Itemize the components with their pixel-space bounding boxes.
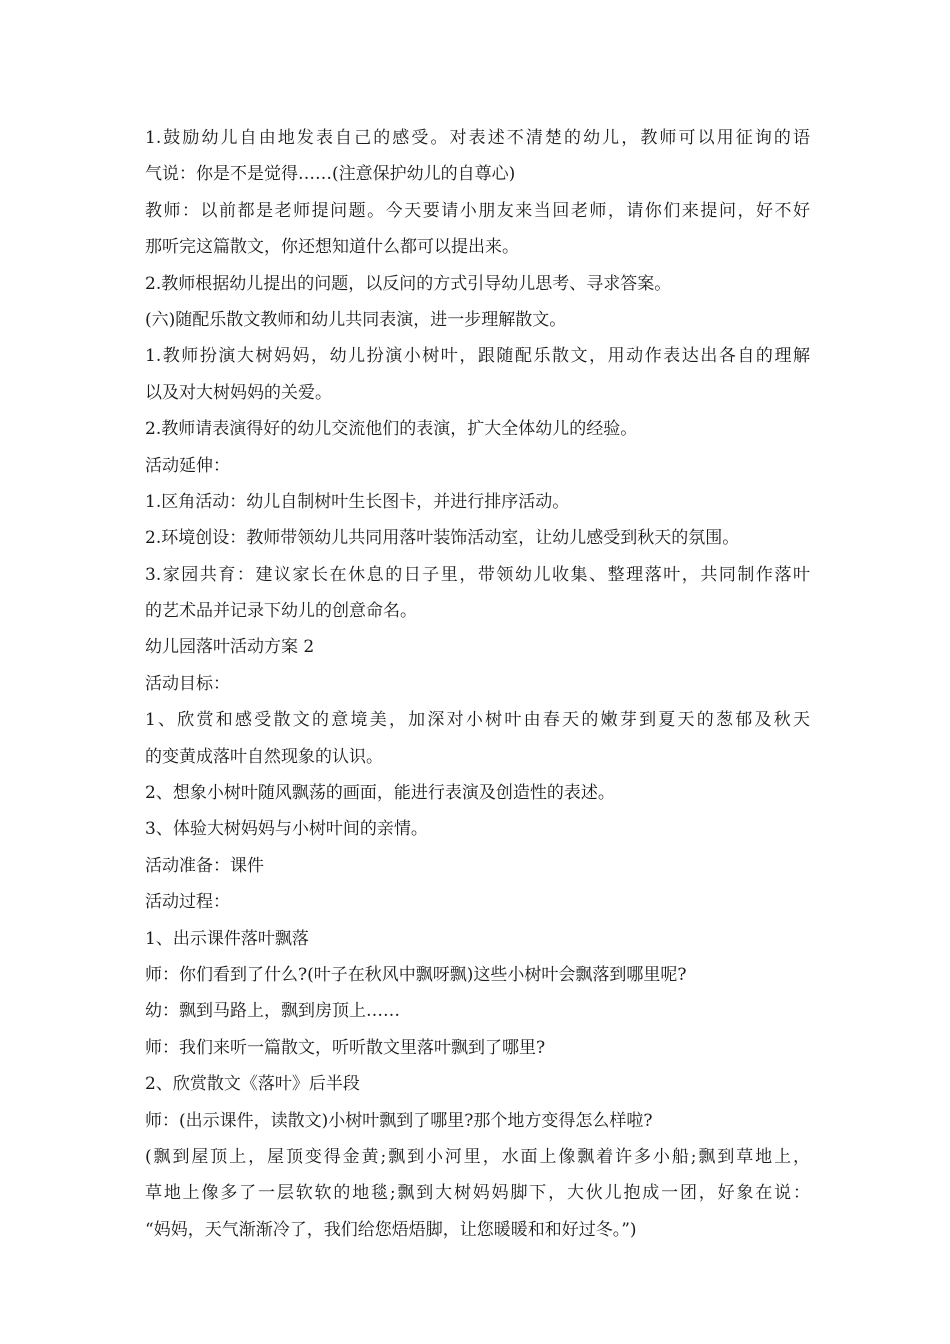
text-line: 2.环境创设：教师带领幼儿共同用落叶装饰活动室，让幼儿感受到秋天的氛围。 — [145, 528, 740, 549]
text-line: 活动准备：课件 — [145, 855, 264, 876]
text-line: (六)随配乐散文教师和幼儿共同表演，进一步理解散文。 — [145, 309, 567, 330]
document-body — [145, 120, 810, 1248]
text-line: 气说：你是不是觉得……(注意保护幼儿的自尊心) — [145, 164, 516, 185]
text-line: 1.鼓励幼儿自由地发表自己的感受。对表述不清楚的幼儿，教师可以用征询的语 — [145, 128, 810, 148]
text-line: 幼儿园落叶活动方案 2 — [145, 637, 315, 658]
text-line: 1、欣赏和感受散文的意境美，加深对小树叶由春天的嫩芽到夏天的葱郁及秋天 — [145, 710, 810, 731]
text-line: 1、出示课件落叶飘落 — [145, 928, 309, 949]
text-line: 活动过程： — [145, 892, 230, 913]
text-line: 师：(出示课件，读散文)小树叶飘到了哪里?那个地方变得怎么样啦? — [145, 1110, 653, 1131]
text-line: “妈妈，天气渐渐冷了，我们给您焐焐脚，让您暖暖和和好过冬。”) — [145, 1219, 637, 1240]
text-line: 2、想象小树叶随风飘荡的画面，能进行表演及创造性的表述。 — [145, 783, 615, 804]
text-line: 1.教师扮演大树妈妈，幼儿扮演小树叶，跟随配乐散文，用动作表达出各自的理解 — [145, 346, 810, 367]
text-line: 3.家园共育：建议家长在休息的日子里，带领幼儿收集、整理落叶，共同制作落叶 — [145, 564, 810, 585]
text-line: 3、体验大树妈妈与小树叶间的亲情。 — [145, 819, 428, 840]
text-line: 2、欣赏散文《落叶》后半段 — [145, 1074, 360, 1095]
text-line: 师：我们来听一篇散文，听听散文里落叶飘到了哪里? — [145, 1037, 546, 1058]
text-line: 活动延伸： — [145, 455, 230, 476]
text-line: 教师：以前都是老师提问题。今天要请小朋友来当回老师，请你们来提问，好不好 — [145, 200, 810, 221]
text-line: 的艺术品并记录下幼儿的创意命名。 — [145, 601, 417, 622]
text-line: 以及对大树妈妈的关爱。 — [145, 382, 332, 403]
text-line: 草地上像多了一层软软的地毯;飘到大树妈妈脚下，大伙儿抱成一团，好象在说： — [145, 1183, 810, 1204]
text-line: 幼：飘到马路上，飘到房顶上…… — [145, 1001, 400, 1022]
text-line: 活动目标： — [145, 673, 230, 694]
text-line: 1.区角活动：幼儿自制树叶生长图卡，并进行排序活动。 — [145, 491, 570, 512]
text-line: 师：你们看到了什么?(叶子在秋风中飘呀飘)这些小树叶会飘落到哪里呢? — [145, 964, 687, 985]
text-line: 那听完这篇散文，你还想知道什么都可以提出来。 — [145, 237, 519, 258]
text-line: 2.教师根据幼儿提出的问题，以反问的方式引导幼儿思考、寻求答案。 — [145, 273, 672, 294]
text-line: 的变黄成落叶自然现象的认识。 — [145, 746, 383, 767]
text-line: (飘到屋顶上，屋顶变得金黄;飘到小河里，水面上像飘着许多小船;飘到草地上， — [145, 1146, 810, 1167]
text-line: 2.教师请表演得好的幼儿交流他们的表演，扩大全体幼儿的经验。 — [145, 419, 638, 440]
